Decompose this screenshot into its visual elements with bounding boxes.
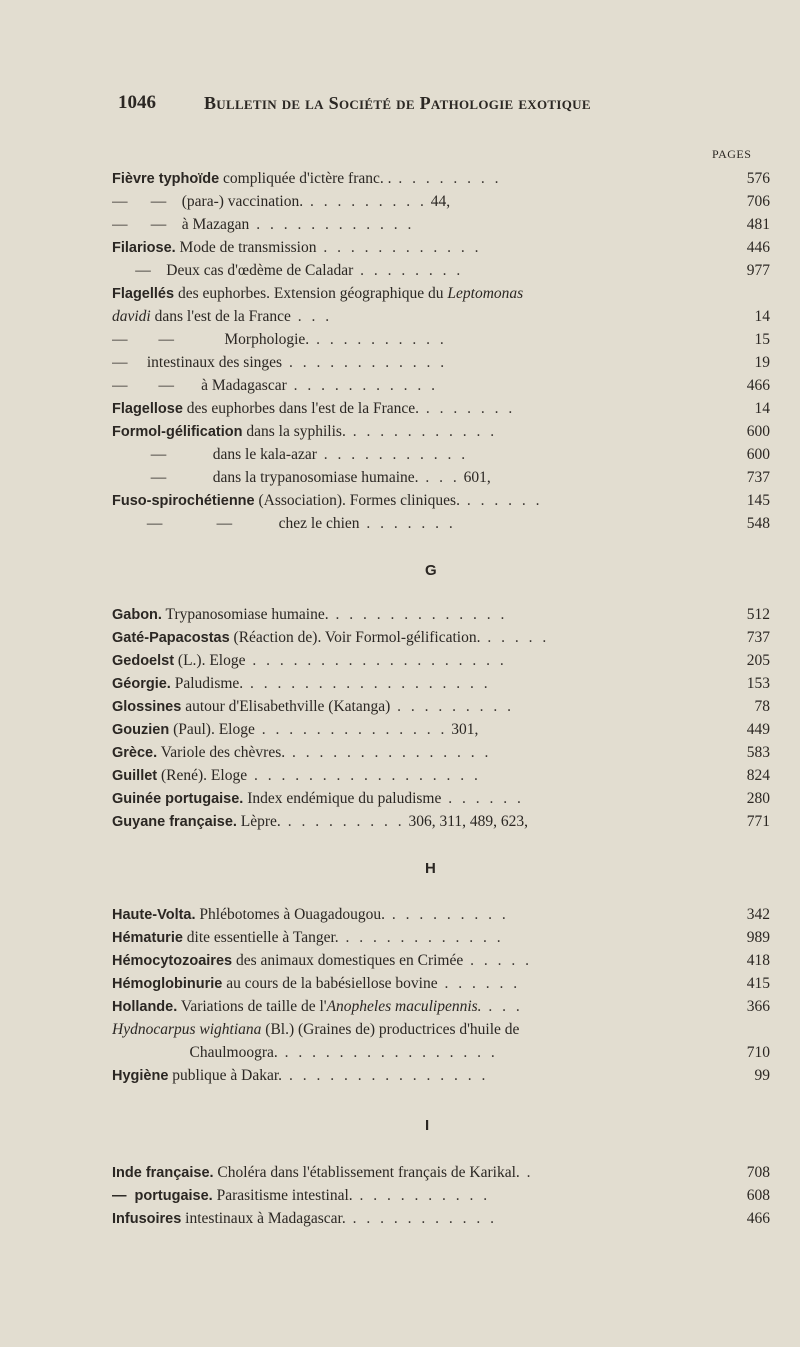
- entry-description: Lèpre.: [236, 813, 281, 830]
- entry-text: [112, 903, 682, 927]
- entry-keyword: Filariose.: [112, 240, 176, 256]
- page-reference: 99: [754, 1067, 770, 1084]
- index-entry: [112, 672, 772, 696]
- page-reference: 737: [746, 469, 770, 486]
- entry-text: [112, 695, 682, 719]
- page-reference: 706: [746, 193, 770, 210]
- index-entry: [112, 810, 772, 834]
- entry-description: des euphorbes. Extension géographique du: [174, 285, 448, 302]
- entry-description: (René). Eloge: [157, 767, 248, 784]
- entry-description: au cours de la babésiellose bovine: [222, 975, 438, 992]
- entry-description: — Deux cas d'œdème de Caladar: [112, 262, 354, 279]
- leader-dots: . . . . . . . . .: [390, 698, 515, 715]
- entry-text: [112, 351, 682, 375]
- leader-dots: . . .: [481, 998, 523, 1015]
- index-entry: [112, 995, 772, 1019]
- page-reference: 466: [746, 1210, 770, 1227]
- page-reference: 153: [746, 675, 770, 692]
- leader-dots: . . . . .: [463, 952, 532, 969]
- entry-keyword: Hématurie: [112, 930, 183, 946]
- leader-dots: . . . . . . . . . . . .: [249, 216, 415, 233]
- index-entry: [112, 328, 772, 352]
- leader-dots: . . . . . . .: [419, 400, 516, 417]
- entry-text: [112, 926, 682, 950]
- entry-description: Parasitisme intestinal.: [212, 1187, 353, 1204]
- index-entry: [112, 1161, 772, 1185]
- leader-dots: . . . . . . . . . . . . . .: [254, 721, 448, 738]
- entry-text: [112, 397, 682, 421]
- entry-keyword: Gaté-Papacostas: [112, 630, 230, 646]
- entry-text: [112, 1018, 682, 1042]
- leader-dots: . . . . . . . . . .: [309, 331, 447, 348]
- page-reference: 78: [754, 698, 770, 715]
- leader-dots: . . . . . . . . . . . . . . . . .: [247, 767, 481, 784]
- entry-text: [112, 787, 682, 811]
- leader-dots: . . . . . . . . . . . . . . . . . . .: [245, 652, 507, 669]
- entry-text: [112, 236, 682, 260]
- entry-description: (Bl.) (Graines de) productrices d'huile de: [261, 1021, 520, 1038]
- index-entry: [112, 420, 772, 444]
- entry-description: Mode de transmission: [175, 239, 317, 256]
- entry-description: des animaux domestiques en Crimée: [232, 952, 464, 969]
- entry-text: [112, 374, 682, 398]
- section-letter: G: [425, 562, 437, 579]
- entry-text: [112, 466, 682, 490]
- page-reference: 280: [746, 790, 770, 807]
- index-entry: [112, 397, 772, 421]
- index-entry: [112, 764, 772, 788]
- entry-text: [112, 489, 682, 513]
- entry-text: [112, 420, 682, 444]
- entry-description: — — chez le chien: [112, 515, 360, 532]
- leader-dots: . . . . . . . . . . . .: [338, 929, 504, 946]
- entry-keyword: Géorgie.: [112, 676, 171, 692]
- entry-text: [112, 1184, 682, 1208]
- page-reference: 600: [746, 423, 770, 440]
- pages-column-label: PAGES: [712, 147, 752, 161]
- entry-description: dans la syphilis.: [242, 423, 346, 440]
- page-reference: 446: [746, 239, 770, 256]
- page-reference: 576: [746, 170, 770, 187]
- entry-text: [112, 672, 682, 696]
- entry-italic-term: davidi: [112, 308, 151, 325]
- leader-dots: . . . . . . . . . . . . . . . . . .: [243, 675, 491, 692]
- index-entry: [112, 443, 772, 467]
- page-reference: 608: [746, 1187, 770, 1204]
- entry-keyword: Inde française.: [112, 1165, 214, 1181]
- entry-text: [112, 213, 682, 237]
- entry-text: [112, 443, 682, 467]
- entry-description: (L.). Eloge: [174, 652, 246, 669]
- page-reference: 977: [746, 262, 770, 279]
- entry-italic-term: Leptomonas: [447, 285, 524, 302]
- entry-italic-term: Anopheles maculipennis.: [326, 998, 482, 1015]
- leader-dots: . . . . . . . .: [353, 262, 464, 279]
- entry-keyword: Fuso-spirochétienne: [112, 493, 255, 509]
- entry-description-cont: dans l'est de la France: [150, 308, 291, 325]
- page-reference: 449: [746, 721, 770, 738]
- entry-text: [112, 282, 682, 306]
- entry-description: — — à Madagascar: [112, 377, 287, 394]
- entry-description: — dans le kala-azar: [112, 446, 317, 463]
- leader-dots: . . . . . . .: [359, 515, 456, 532]
- index-entry: [112, 213, 772, 237]
- entry-description: — — Morphologie.: [112, 331, 310, 348]
- index-entry: [112, 1041, 772, 1065]
- entry-keyword: Flagellés: [112, 286, 175, 302]
- entry-keyword: Guyane française.: [112, 814, 237, 830]
- page-reference: 481: [746, 216, 770, 233]
- entry-text: [112, 626, 682, 650]
- index-entry: [112, 649, 772, 673]
- entry-description: Variations de taille de l': [177, 998, 327, 1015]
- page-reference: 512: [746, 606, 770, 623]
- index-entry: [112, 1184, 772, 1208]
- leader-dots: . . . . . . . . . . . . . . .: [285, 744, 492, 761]
- extra-pages: 601,: [459, 469, 491, 486]
- entry-text: [112, 328, 682, 352]
- index-entry: [112, 603, 772, 627]
- leader-dots: . . . . . . . . .: [384, 906, 509, 923]
- entry-description: (Réaction de). Voir Formol-gélification.: [229, 629, 481, 646]
- entry-description: dite essentielle à Tanger.: [182, 929, 339, 946]
- page-reference: 15: [754, 331, 770, 348]
- entry-keyword: — portugaise.: [112, 1188, 213, 1204]
- leader-dots: . . . . . . . . . . . .: [316, 239, 482, 256]
- entry-text: [112, 949, 682, 973]
- entry-italic-term: Hydnocarpus wightiana: [112, 1021, 262, 1038]
- entry-description: compliquée d'ictère franc. .: [219, 170, 392, 187]
- index-entry: [112, 282, 772, 306]
- entry-keyword: Hémoglobinurie: [112, 976, 223, 992]
- leader-dots: . . . . . . . . . . .: [345, 423, 498, 440]
- entry-keyword: Gedoelst: [112, 653, 175, 669]
- page-number: 1046: [118, 92, 156, 113]
- page-reference: 415: [746, 975, 770, 992]
- page-reference: 989: [746, 929, 770, 946]
- entry-text: [112, 1161, 682, 1185]
- entry-description: Index endémique du paludisme: [243, 790, 442, 807]
- leader-dots: . . . . . .: [459, 492, 543, 509]
- page-reference: 14: [754, 400, 770, 417]
- entry-text: [112, 1207, 682, 1231]
- page-reference: 600: [746, 446, 770, 463]
- page-reference: 418: [746, 952, 770, 969]
- section-letter: H: [425, 860, 436, 877]
- entry-text: [112, 972, 682, 996]
- entry-keyword: Glossines: [112, 699, 182, 715]
- entry-keyword: Hollande.: [112, 999, 178, 1015]
- index-entry: [112, 190, 772, 214]
- entry-description: — dans la trypanosomiase humaine.: [112, 469, 419, 486]
- leader-dots: .: [519, 1164, 534, 1181]
- entry-description: (Paul). Eloge: [169, 721, 255, 738]
- page-reference: 342: [746, 906, 770, 923]
- page-reference: 366: [746, 998, 770, 1015]
- entry-description: Phlébotomes à Ouagadougou.: [195, 906, 385, 923]
- leader-dots: . . . . . . . . . . .: [316, 446, 469, 463]
- entry-text: [112, 305, 682, 329]
- entry-text: [112, 603, 682, 627]
- extra-pages: 44,: [426, 193, 451, 210]
- index-entry: [112, 787, 772, 811]
- index-entry: [112, 949, 772, 973]
- leader-dots: . . . . . . . . . . . . . . . .: [277, 1044, 498, 1061]
- entry-keyword: Infusoires: [112, 1211, 182, 1227]
- entry-text: [112, 995, 682, 1019]
- entry-keyword: Grèce.: [112, 745, 158, 761]
- page-reference: 548: [746, 515, 770, 532]
- page-reference: 145: [746, 492, 770, 509]
- extra-pages: 301,: [447, 721, 479, 738]
- leader-dots: . . . . .: [480, 629, 550, 646]
- index-entry: [112, 926, 772, 950]
- entry-keyword: Hémocytozoaires: [112, 953, 233, 969]
- entry-description: publique à Dakar.: [168, 1067, 283, 1084]
- entry-keyword: Guinée portugaise.: [112, 791, 244, 807]
- index-entry: [112, 351, 772, 375]
- page-reference: 14: [754, 308, 770, 325]
- page-reference: 737: [746, 629, 770, 646]
- entry-description: — — (para-) vaccination.: [112, 193, 304, 210]
- index-entry: [112, 466, 772, 490]
- index-entry: [112, 305, 772, 329]
- entry-text: [112, 649, 682, 673]
- leader-dots: . . . . . . . . . . . . .: [328, 606, 508, 623]
- entry-text: [112, 741, 682, 765]
- entry-description: Choléra dans l'établissement français de Karikal.: [213, 1164, 520, 1181]
- index-entry: [112, 374, 772, 398]
- page-reference: 466: [746, 377, 770, 394]
- leader-dots: . . . . . . . . .: [303, 193, 427, 210]
- entry-description: — intestinaux des singes: [112, 354, 283, 371]
- leader-dots: . . . . . . . . . .: [352, 1187, 491, 1204]
- entry-description: des euphorbes dans l'est de la France.: [182, 400, 420, 417]
- entry-description: (Association). Formes cliniques.: [254, 492, 460, 509]
- entry-keyword: Gabon.: [112, 607, 162, 623]
- entry-text: [112, 1041, 682, 1065]
- entry-text: [112, 1064, 682, 1088]
- entry-description: Chaulmoogra.: [112, 1044, 278, 1061]
- index-entry: [112, 259, 772, 283]
- index-entry: [112, 167, 772, 191]
- entry-description: Trypanosomiase humaine.: [161, 606, 329, 623]
- leader-dots: . . . . . .: [437, 975, 521, 992]
- entry-description: intestinaux à Madagascar.: [181, 1210, 346, 1227]
- index-entry: [112, 1064, 772, 1088]
- entry-text: [112, 167, 682, 191]
- page-reference: 205: [746, 652, 770, 669]
- page-reference: 710: [746, 1044, 770, 1061]
- index-entry: [112, 489, 772, 513]
- index-entry: [112, 512, 772, 536]
- entry-keyword: Hygiène: [112, 1068, 169, 1084]
- section-letter: I: [425, 1117, 430, 1134]
- entry-description: — — à Mazagan: [112, 216, 250, 233]
- entry-text: [112, 718, 682, 742]
- leader-dots: . . . . . .: [441, 790, 524, 807]
- index-entry: [112, 903, 772, 927]
- entry-text: [112, 810, 682, 834]
- page-reference: 583: [746, 744, 770, 761]
- index-entry: [112, 1018, 772, 1042]
- index-entry: [112, 972, 772, 996]
- entry-keyword: Formol-gélification: [112, 424, 243, 440]
- leader-dots: . . . . . . . . . . . .: [282, 354, 448, 371]
- entry-keyword: Gouzien: [112, 722, 170, 738]
- leader-dots: . . . . . . . . . . .: [345, 1210, 497, 1227]
- entry-keyword: Flagellose: [112, 401, 183, 417]
- entry-description: Variole des chèvres.: [157, 744, 286, 761]
- leader-dots: . . .: [290, 308, 333, 325]
- leader-dots: . . . . . . . . . . . . . . .: [282, 1067, 489, 1084]
- index-entry: [112, 236, 772, 260]
- index-entry: [112, 1207, 772, 1231]
- running-header: [112, 92, 692, 122]
- entry-text: [112, 259, 682, 283]
- leader-dots: . . . . . . . . .: [280, 813, 405, 830]
- page-reference: 19: [754, 354, 770, 371]
- index-entry: [112, 718, 772, 742]
- entry-keyword: Guillet: [112, 768, 158, 784]
- extra-pages: 306, 311, 489, 623,: [404, 813, 528, 830]
- page-reference: 771: [746, 813, 770, 830]
- entry-keyword: Fièvre typhoïde: [112, 171, 220, 187]
- entry-keyword: Haute-Volta.: [112, 907, 196, 923]
- index-entry: [112, 741, 772, 765]
- journal-title: Bulletin de la Société de Pathologie exotique: [204, 93, 591, 113]
- leader-dots: . . . . . . . .: [391, 170, 502, 187]
- entry-description: autour d'Elisabethville (Katanga): [181, 698, 391, 715]
- entry-text: [112, 512, 682, 536]
- leader-dots: . . . . . . . . . . .: [286, 377, 439, 394]
- entry-text: [112, 764, 682, 788]
- leader-dots: . . .: [418, 469, 460, 486]
- page-reference: 824: [746, 767, 770, 784]
- index-entry: [112, 626, 772, 650]
- entry-text: [112, 190, 682, 214]
- index-entry: [112, 695, 772, 719]
- entry-description: Paludisme.: [170, 675, 244, 692]
- page-reference: 708: [746, 1164, 770, 1181]
